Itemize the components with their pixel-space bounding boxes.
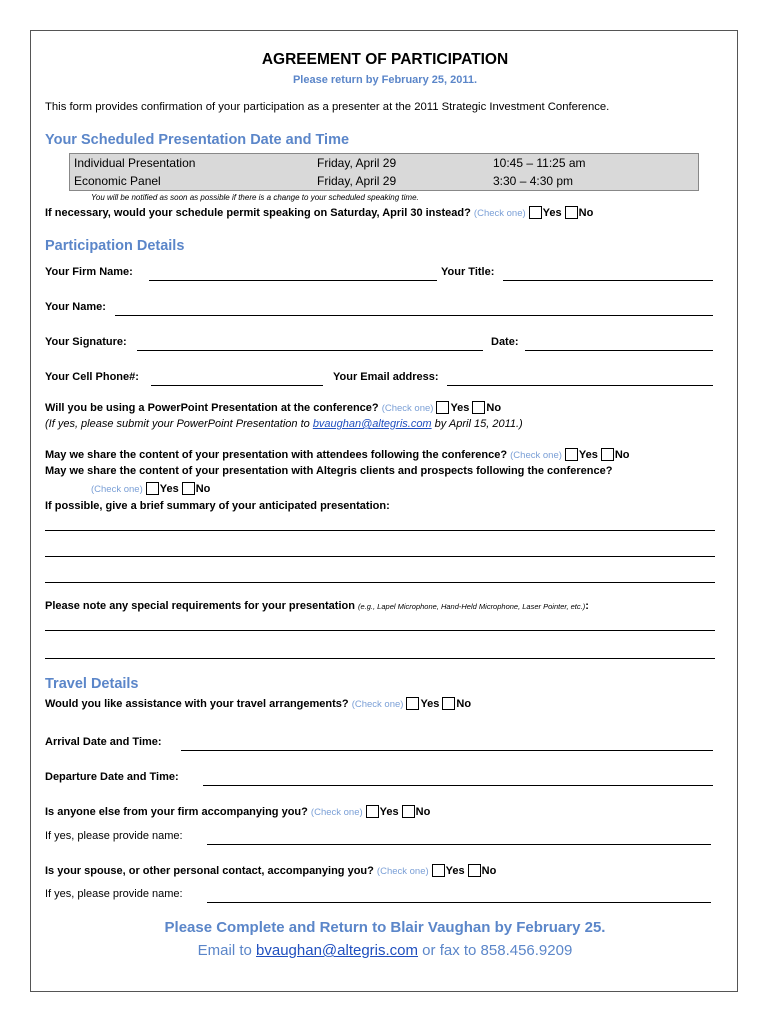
check-one-hint: (Check one)	[91, 484, 143, 495]
footer-fax: or fax to 858.456.9209	[418, 942, 573, 959]
travel-assist-no-checkbox[interactable]	[442, 697, 455, 710]
footer-instructions: Please Complete and Return to Blair Vaughan by February 25.	[164, 919, 606, 936]
email-label: Your Email address:	[333, 371, 439, 383]
saturday-question-text: If necessary, would your schedule permit speaking on Saturday, April 30 instead?	[45, 207, 471, 219]
presentation-date: Friday, April 29	[317, 156, 397, 170]
yes-label: Yes	[379, 806, 399, 818]
no-label: No	[415, 806, 431, 818]
powerpoint-question-text: Will you be using a PowerPoint Presentation at the conference?	[45, 402, 379, 414]
signature-field[interactable]	[137, 350, 483, 351]
email-field[interactable]	[447, 385, 713, 386]
firm-accompany-yes-checkbox[interactable]	[366, 805, 379, 818]
share-clients-no-checkbox[interactable]	[182, 482, 195, 495]
no-label: No	[614, 449, 630, 461]
departure-label: Departure Date and Time:	[45, 771, 179, 783]
spouse-question-text: Is your spouse, or other personal contact, accompanying you?	[45, 865, 374, 877]
saturday-no-checkbox[interactable]	[565, 206, 578, 219]
departure-field[interactable]	[203, 785, 713, 786]
yes-label: Yes	[542, 207, 562, 219]
arrival-field[interactable]	[181, 750, 713, 751]
check-one-hint: (Check one)	[351, 699, 404, 710]
check-one-hint: (Check one)	[510, 450, 562, 461]
share-attendees-question	[45, 448, 630, 461]
spouse-question	[45, 864, 496, 877]
no-label: No	[456, 698, 472, 710]
share-attendees-yes-checkbox[interactable]	[565, 448, 578, 461]
name-field[interactable]	[115, 315, 713, 316]
share-clients-question: May we share the content of your presentation with Altegris clients and prospects following the conference?	[45, 465, 613, 477]
share-attendees-no-checkbox[interactable]	[601, 448, 614, 461]
summary-question: If possible, give a brief summary of your anticipated presentation:	[45, 500, 390, 512]
share-clients-yes-checkbox[interactable]	[146, 482, 159, 495]
spouse-no-checkbox[interactable]	[468, 864, 481, 877]
participation-heading: Participation Details	[45, 238, 185, 254]
share-attendees-text: May we share the content of your presentation with attendees following the conference?	[45, 449, 508, 461]
no-label: No	[481, 865, 497, 877]
yes-label: Yes	[159, 483, 179, 495]
schedule-heading: Your Scheduled Presentation Date and Time	[45, 132, 350, 148]
spouse-yes-checkbox[interactable]	[432, 864, 445, 877]
special-requirements-examples: (e.g., Lapel Microphone, Hand-Held Microphone, Laser Pointer, etc.)	[358, 602, 586, 611]
presentation-type: Individual Presentation	[74, 156, 196, 170]
no-label: No	[195, 483, 211, 495]
firm-accompany-name-label: If yes, please provide name:	[45, 830, 183, 842]
no-label: No	[486, 402, 502, 414]
saturday-question	[45, 206, 593, 219]
spouse-name-label: If yes, please provide name:	[45, 888, 183, 900]
special-requirements-text: Please note any special requirements for your presentation	[45, 600, 355, 612]
arrival-label: Arrival Date and Time:	[45, 736, 162, 748]
firm-name-label: Your Firm Name:	[45, 266, 133, 278]
powerpoint-question	[45, 401, 501, 414]
share-clients-options	[91, 482, 210, 495]
firm-accompany-question	[45, 805, 430, 818]
saturday-yes-checkbox[interactable]	[529, 206, 542, 219]
schedule-note: You will be notified as soon as possible if there is a change to your scheduled speaking time.	[91, 193, 419, 202]
presentation-type: Economic Panel	[74, 174, 161, 188]
return-deadline: Please return by February 25, 2011.	[292, 74, 478, 86]
travel-assist-yes-checkbox[interactable]	[406, 697, 419, 710]
date-label: Date:	[491, 336, 519, 348]
powerpoint-no-checkbox[interactable]	[472, 401, 485, 414]
cell-phone-field[interactable]	[151, 385, 323, 386]
special-requirements-colon: :	[585, 600, 589, 612]
check-one-hint: (Check one)	[310, 807, 363, 818]
presentation-time: 10:45 – 11:25 am	[493, 156, 586, 170]
title-field[interactable]	[503, 280, 713, 281]
check-one-hint: (Check one)	[381, 403, 434, 414]
no-label: No	[578, 207, 594, 219]
powerpoint-note-prefix: (If yes, please submit your PowerPoint Presentation to	[45, 418, 313, 430]
form-page	[30, 30, 738, 992]
intro-text: This form provides confirmation of your participation as a presenter at the 2011 Strategic Investment Conference.	[45, 101, 610, 113]
check-one-hint: (Check one)	[376, 866, 429, 877]
yes-label: Yes	[450, 402, 470, 414]
firm-accompany-text: Is anyone else from your firm accompanying you?	[45, 806, 308, 818]
schedule-table	[69, 153, 699, 191]
table-row	[70, 172, 699, 191]
name-label: Your Name:	[45, 301, 106, 313]
date-field[interactable]	[525, 350, 713, 351]
firm-accompany-no-checkbox[interactable]	[402, 805, 415, 818]
travel-heading: Travel Details	[45, 676, 139, 692]
firm-accompany-name-field[interactable]	[207, 844, 711, 845]
spouse-name-field[interactable]	[207, 902, 711, 903]
travel-assist-question	[45, 697, 471, 710]
travel-assist-text: Would you like assistance with your travel arrangements?	[45, 698, 349, 710]
signature-label: Your Signature:	[45, 336, 127, 348]
special-requirements-question	[45, 600, 589, 612]
powerpoint-note	[45, 418, 523, 430]
powerpoint-yes-checkbox[interactable]	[436, 401, 449, 414]
summary-field-line[interactable]	[45, 556, 715, 557]
special-requirements-field-line[interactable]	[45, 630, 715, 631]
check-one-hint: (Check one)	[473, 208, 526, 219]
footer-email-link[interactable]: bvaughan@altegris.com	[256, 942, 419, 959]
summary-field-line[interactable]	[45, 530, 715, 531]
special-requirements-field-line[interactable]	[45, 658, 715, 659]
firm-name-field[interactable]	[149, 280, 437, 281]
yes-label: Yes	[578, 449, 598, 461]
yes-label: Yes	[445, 865, 465, 877]
footer-email-prefix: Email to	[197, 942, 257, 959]
presentation-date: Friday, April 29	[317, 174, 397, 188]
title-label: Your Title:	[441, 266, 495, 278]
cell-phone-label: Your Cell Phone#:	[45, 371, 139, 383]
summary-field-line[interactable]	[45, 582, 715, 583]
powerpoint-note-suffix: by April 15, 2011.)	[431, 418, 523, 430]
form-title: AGREEMENT OF PARTICIPATION	[261, 51, 509, 68]
powerpoint-email-link[interactable]: bvaughan@altegris.com	[312, 418, 432, 430]
yes-label: Yes	[420, 698, 440, 710]
table-row	[70, 154, 699, 173]
footer-contact	[31, 942, 739, 959]
presentation-time: 3:30 – 4:30 pm	[493, 174, 574, 188]
